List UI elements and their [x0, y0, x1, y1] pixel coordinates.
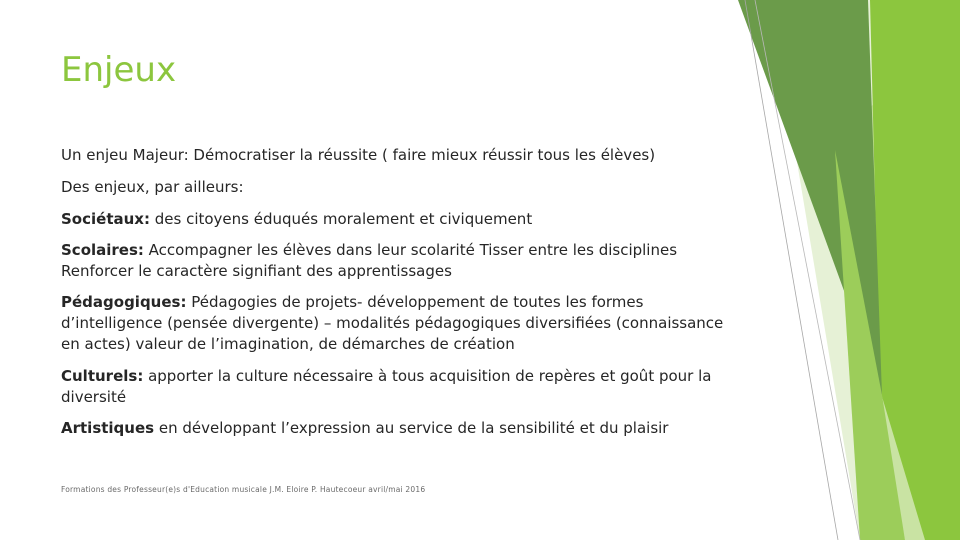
paragraph-societaux	[61, 209, 731, 230]
paragraph-label: Culturels:	[61, 367, 144, 385]
paragraph-label: Artistiques	[61, 419, 155, 437]
paragraph-text: apporter la culture nécessaire à tous acquisition de repères et goût pour la diversité	[61, 367, 712, 406]
paragraph-text: des citoyens éduqués moralement et civiquement	[149, 210, 533, 228]
paragraph-label: Un enjeu Majeur:	[61, 146, 189, 164]
paragraph-artistiques	[61, 418, 731, 439]
paragraph-text: en développant l’expression au service de la sensibilité et du plaisir	[154, 419, 669, 437]
paragraph-scolaires	[61, 240, 731, 282]
slide-title: Enjeux	[61, 50, 177, 90]
paragraph-pedagogiques	[61, 292, 731, 355]
paragraph-label: Des enjeux, par ailleurs:	[61, 178, 244, 196]
paragraph-text: Pédagogies de projets- développement de toutes les formes d’intelligence (pensée divergente) – modalités pédagogiques diversifiées (connaissance en actes) valeur de l’imagination, de démarches de création	[61, 293, 724, 353]
paragraph-culturels	[61, 366, 731, 408]
slide-body	[61, 145, 731, 439]
paragraph-label: Sociétaux:	[61, 210, 150, 228]
slide-footer: Formations des Professeur(e)s d'Education musicale J.M. Eloire P. Hautecoeur avril/mai 2016	[61, 485, 426, 494]
paragraph-text: Démocratiser la réussite ( faire mieux réussir tous les élèves)	[188, 146, 656, 164]
paragraph-enjeu-majeur	[61, 145, 731, 166]
paragraph-des-enjeux	[61, 177, 731, 198]
paragraph-label: Pédagogiques:	[61, 293, 187, 311]
paragraph-text: Accompagner les élèves dans leur scolarité Tisser entre les disciplines Renforcer le caractère signifiant des apprentissages	[61, 241, 678, 280]
paragraph-label: Scolaires:	[61, 241, 144, 259]
